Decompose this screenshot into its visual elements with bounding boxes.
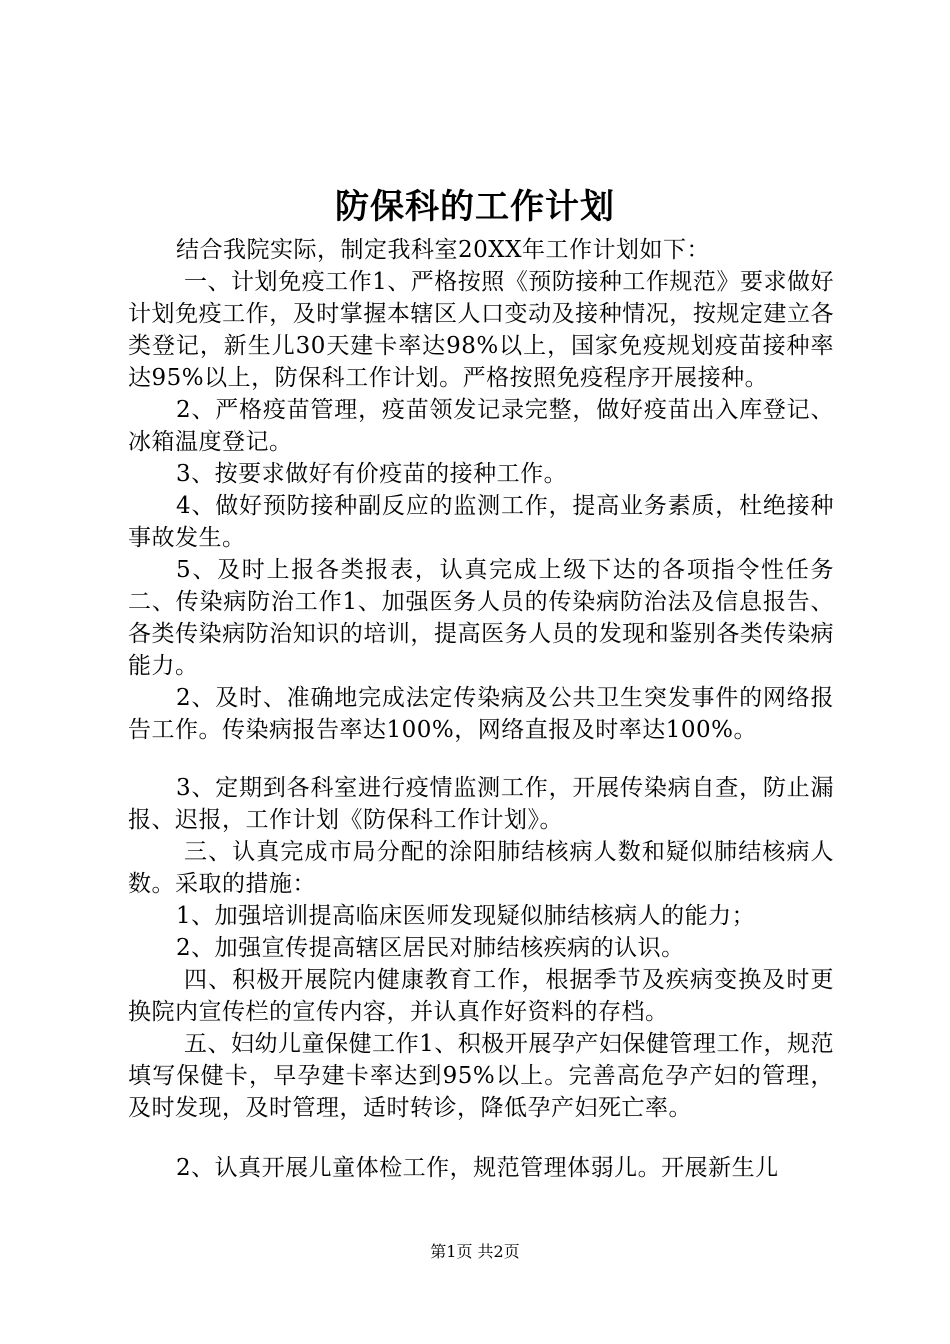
paragraph-maternal-child-health: 五、妇幼儿童保健工作1、积极开展孕产妇保健管理工作，规范填写保健卡，早孕建卡率达到95%以上。完善高危孕产妇的管理，及时发现，及时管理，适时转诊，降低孕产妇死亡率。 <box>128 1031 834 1121</box>
document-title: 防保科的工作计划 <box>335 187 615 227</box>
paragraph-paid-vaccines: 3、按要求做好有价疫苗的接种工作。 <box>176 461 568 487</box>
paragraph-immunization: 一、计划免疫工作1、严格按照《预防接种工作规范》要求做好计划免疫工作，及时掌握本辖区人口变动及接种情况，按规定建立各类登记，新生儿30天建卡率达98%以上，国家免疫规划疫苗接种率达95%以上，防保科工作计划。严格按照免疫程序开展接种。 <box>128 269 834 391</box>
paragraph-child-checkup: 2、认真开展儿童体检工作，规范管理体弱儿。开展新生儿 <box>176 1155 779 1181</box>
document-body <box>128 234 834 1184</box>
paragraph-intro: 结合我院实际，制定我科室20XX年工作计划如下： <box>176 237 711 263</box>
paragraph-health-education: 四、积极开展院内健康教育工作，根据季节及疾病变换及时更换院内宣传栏的宣传内容，并认真作好资料的存档。 <box>128 967 834 1025</box>
paragraph-vaccine-management: 2、严格疫苗管理，疫苗领发记录完整，做好疫苗出入库登记、冰箱温度登记。 <box>128 397 834 455</box>
page-footer: 第1页 共2页 <box>430 1242 520 1261</box>
paragraph-reports-infectious-disease: 5、及时上报各类报表，认真完成上级下达的各项指令性任务二、传染病防治工作1、加强医务人员的传染病防治法及信息报告、各类传染病防治知识的培训，提高医务人员的发现和鉴别各类传染病能力。 <box>128 557 834 679</box>
paragraph-tb-awareness: 2、加强宣传提高辖区居民对肺结核疾病的认识。 <box>176 935 685 961</box>
paragraph-adverse-reactions: 4、做好预防接种副反应的监测工作，提高业务素质，杜绝接种事故发生。 <box>128 493 834 551</box>
paragraph-network-reporting: 2、及时、准确地完成法定传染病及公共卫生突发事件的网络报告工作。传染病报告率达100%，网络直报及时率达100%。 <box>128 685 834 743</box>
paragraph-tuberculosis: 三、认真完成市局分配的涂阳肺结核病人数和疑似肺结核病人数。采取的措施： <box>128 839 834 897</box>
paragraph-tb-training: 1、加强培训提高临床医师发现疑似肺结核病人的能力； <box>176 903 756 929</box>
paragraph-epidemic-monitoring: 3、定期到各科室进行疫情监测工作，开展传染病自查，防止漏报、迟报，工作计划《防保科工作计划》。 <box>128 775 834 833</box>
